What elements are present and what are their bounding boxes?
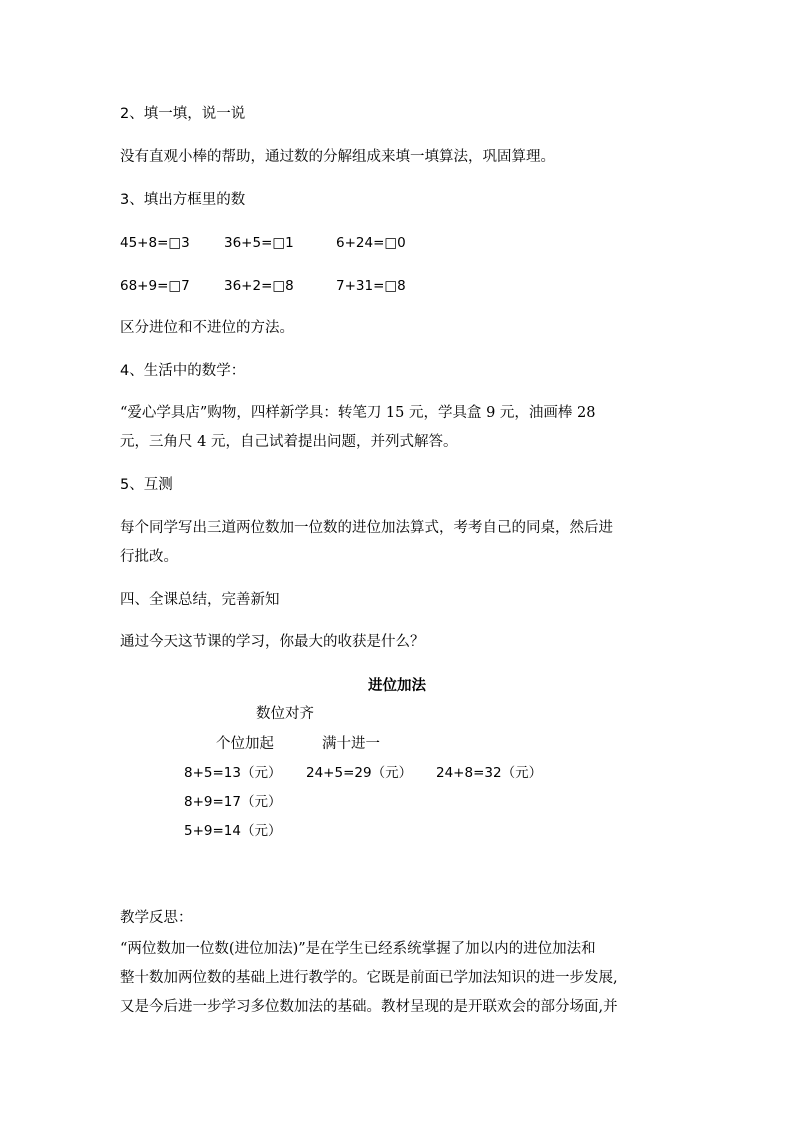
- section-2-text: 没有直观小棒的帮助，通过数的分解组成来填一填算法，巩固算理。: [120, 149, 555, 165]
- board-rule-carry: 满十进一: [322, 736, 380, 752]
- summary-question: 通过今天这节课的学习，你最大的收获是什么？: [120, 634, 425, 650]
- section-4-line-2: 元，三角尺 4 元，自己试着提出问题，并列式解答。: [120, 434, 458, 450]
- board-equation-5: 5+9=14（元）: [184, 823, 282, 839]
- board-rule-add-ones: 个位加起: [216, 736, 274, 752]
- section-2-heading: 2、填一填，说一说: [120, 106, 246, 122]
- board-rule-align: 数位对齐: [256, 706, 314, 722]
- equation-1-2: 36+5=□1: [224, 235, 294, 251]
- reflection-heading: 教学反思：: [120, 910, 193, 926]
- board-title: 进位加法: [368, 678, 426, 694]
- section-5-line-2: 行批改。: [120, 549, 178, 565]
- section-4-line-1: “爱心学具店”购物，四样新学具：转笔刀 15 元，学具盒 9 元，油画棒 28: [120, 405, 596, 421]
- board-equation-3: 24+8=32（元）: [436, 765, 543, 781]
- board-equation-1: 8+5=13（元）: [184, 765, 282, 781]
- reflection-line-1: “两位数加一位数(进位加法)”是在学生已经系统掌握了加以内的进位加法和: [120, 941, 596, 957]
- equation-2-1: 68+9=□7: [120, 278, 190, 294]
- section-3-heading: 3、填出方框里的数: [120, 192, 246, 208]
- board-equation-4: 8+9=17（元）: [184, 794, 282, 810]
- equation-1-3: 6+24=□0: [336, 235, 406, 251]
- equation-2-3: 7+31=□8: [336, 278, 406, 294]
- equation-1-1: 45+8=□3: [120, 235, 190, 251]
- section-3-note: 区分进位和不进位的方法。: [120, 320, 294, 336]
- section-4-heading: 4、生活中的数学：: [120, 363, 246, 379]
- reflection-line-3: 又是今后进一步学习多位数加法的基础。教材呈现的是开联欢会的部分场面,并: [120, 999, 618, 1015]
- summary-heading: 四、全课总结，完善新知: [120, 592, 280, 608]
- board-equation-2: 24+5=29（元）: [306, 765, 413, 781]
- section-5-heading: 5、互测: [120, 477, 173, 493]
- section-5-line-1: 每个同学写出三道两位数加一位数的进位加法算式，考考自己的同桌，然后进: [120, 520, 613, 536]
- reflection-line-2: 整十数加两位数的基础上进行教学的。它既是前面已学加法知识的进一步发展,: [120, 970, 618, 986]
- equation-2-2: 36+2=□8: [224, 278, 294, 294]
